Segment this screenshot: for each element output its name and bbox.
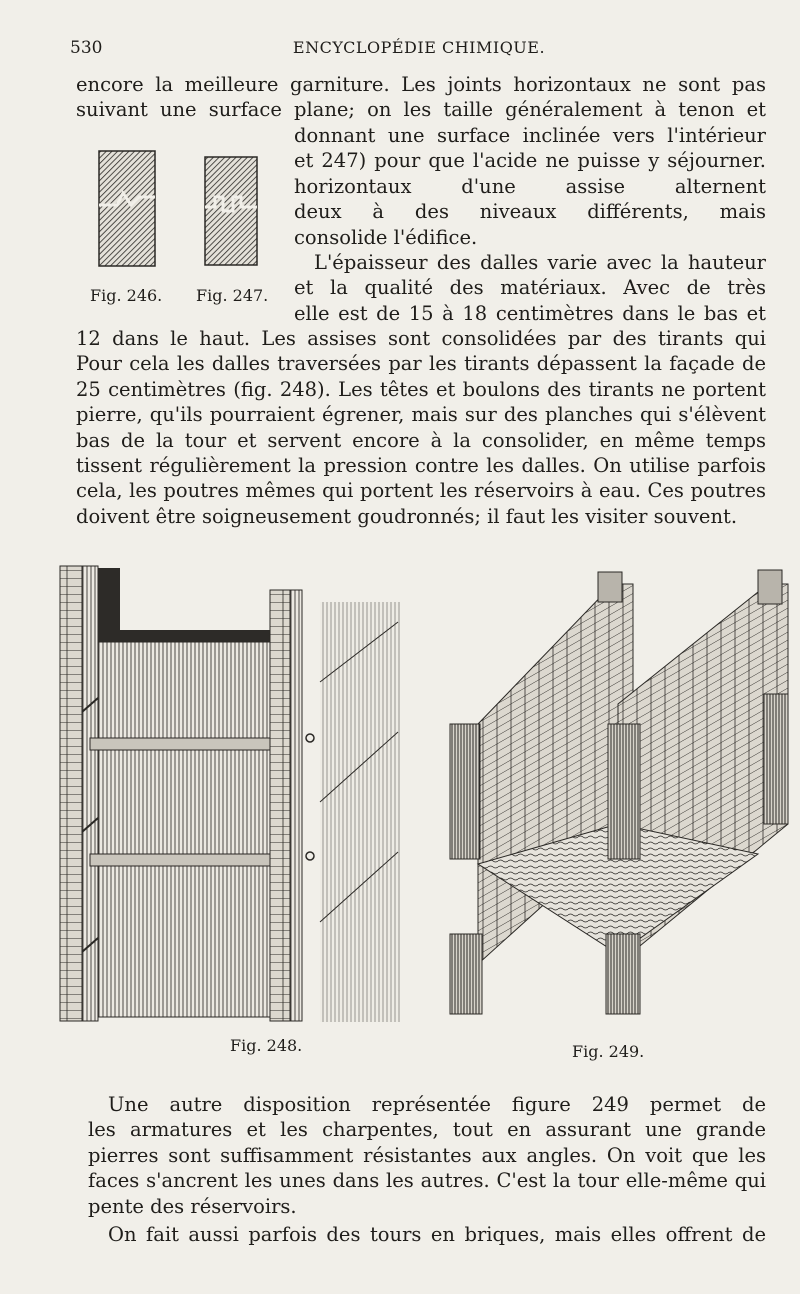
figure-248-drawing <box>58 562 403 1032</box>
text-line: pierre, qu'ils pourraient égrener, mais sur des planches qui s'élèvent <box>76 403 766 427</box>
figure-246-caption: Fig. 246. <box>90 286 163 305</box>
text-line: L'épaisseur des dalles varie avec la hauteur <box>314 251 766 274</box>
text-line: bas de la tour et servent encore à la consolider, en même temps <box>76 428 766 452</box>
figure-246-247 <box>95 145 275 285</box>
page-number: 530 <box>70 38 103 58</box>
paragraph-1-narrow <box>294 123 766 250</box>
text-line: et 247) pour que l'acide ne puisse y séjourner. <box>294 149 766 173</box>
text-line: horizontaux d'une assise alternent <box>294 174 766 198</box>
text-line: Une autre disposition représentée figure 249 permet de <box>108 1093 766 1116</box>
paragraph-2-full <box>76 326 766 529</box>
text-line: Pour cela les dalles traversées par les tirants dépassent la façade de <box>76 352 766 376</box>
text-line: pente des réservoirs. <box>88 1194 297 1218</box>
paragraph-1-top <box>76 72 766 123</box>
text-line: cela, les poutres mêmes qui portent les réservoirs à eau. Ces poutres <box>76 479 766 503</box>
figure-247-drawing <box>205 157 257 265</box>
figure-247-caption: Fig. 247. <box>196 286 269 305</box>
figure-249-caption: Fig. 249. <box>572 1042 645 1061</box>
text-line: pierres sont suffisamment résistantes aux angles. On voit que les <box>88 1143 766 1167</box>
running-title: ENCYCLOPÉDIE CHIMIQUE. <box>292 38 546 57</box>
paragraph-2-narrow <box>294 250 766 326</box>
figure-246-drawing <box>99 151 155 266</box>
text-line: 12 dans le haut. Les assises sont consolidées par des tirants qui <box>76 327 766 350</box>
page-header <box>70 38 768 64</box>
text-line: tissent régulièrement la pression contre les dalles. On utilise parfois <box>76 453 766 477</box>
text-line: doivent être soigneusement goudronnés; il faut les visiter souvent. <box>76 504 738 528</box>
paragraph-3 <box>88 1092 766 1219</box>
figure-249-drawing <box>448 564 793 1024</box>
text-line: 25 centimètres (fig. 248). Les têtes et boulons des tirants ne portent <box>76 377 766 401</box>
text-line: faces s'ancrent les unes dans les autres. C'est la tour elle-même qui <box>88 1169 766 1193</box>
text-line: les armatures et les charpentes, tout en assurant une grande <box>88 1118 766 1142</box>
text-line: encore la meilleure garniture. Les joints horizontaux ne sont pas <box>76 73 766 96</box>
text-line: elle est de 15 à 18 centimètres dans le bas et <box>294 301 766 325</box>
text-line: suivant une surface plane; on les taille généralement à tenon et <box>76 98 766 122</box>
text-line: On fait aussi parfois des tours en briques, mais elles offrent de <box>108 1223 766 1246</box>
text-line: consolide l'édifice. <box>294 225 478 249</box>
text-line: et la qualité des matériaux. Avec de très <box>294 276 766 300</box>
figure-248-caption: Fig. 248. <box>230 1036 303 1055</box>
paragraph-4 <box>88 1222 766 1247</box>
text-line: deux à des niveaux différents, mais <box>294 200 766 224</box>
text-line: donnant une surface inclinée vers l'intérieur <box>294 124 766 147</box>
